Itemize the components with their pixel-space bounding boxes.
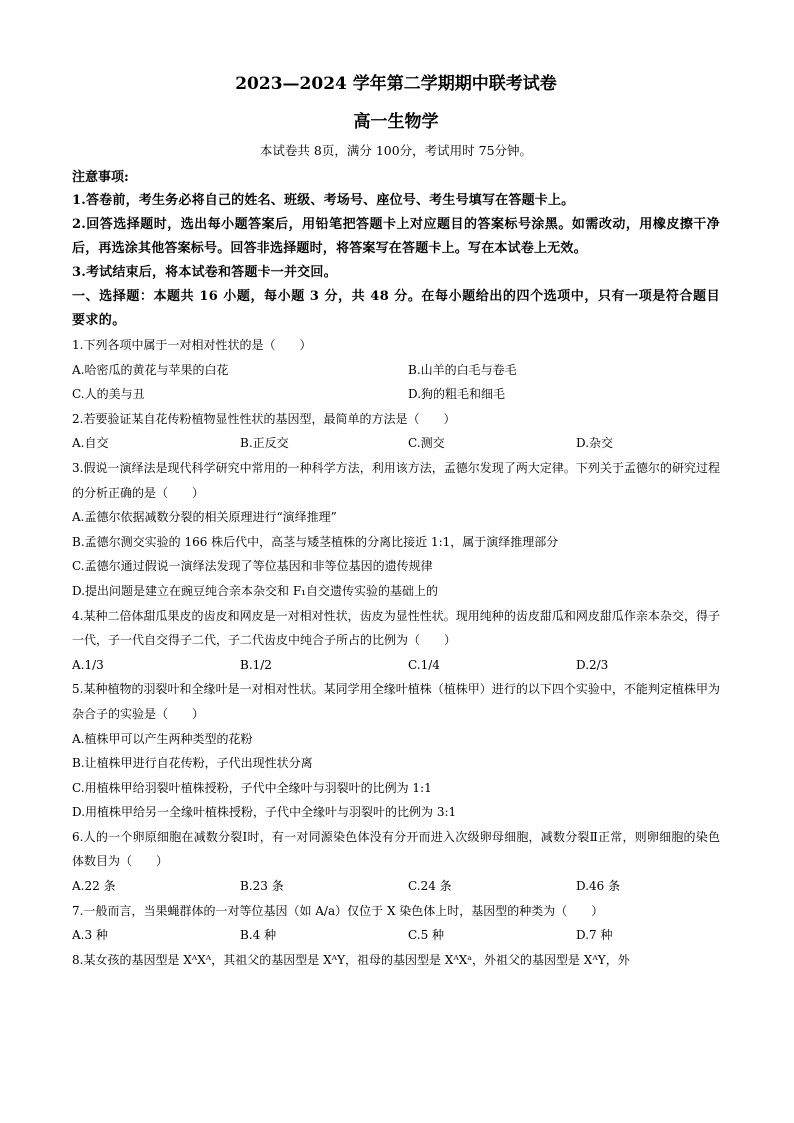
option-b: B.23 条: [240, 879, 284, 894]
option-c: C.5 种: [408, 928, 445, 943]
option-d: D.46 条: [576, 879, 621, 894]
option-d: D.7 种: [576, 928, 613, 943]
option-c: C.用植株甲给羽裂叶植株授粉，子代中全缘叶与羽裂叶的比例为 1:1: [72, 780, 432, 795]
notice-item-2: 2.回答选择题时，选出每小题答案后，用铅笔把答题卡上对应题目的答案标号涂黑。如需改动，用橡皮擦干净后，再选涂其他答案标号。回答非选择题时，将答案写在答题卡上。写在本试卷上无效。: [72, 217, 720, 256]
question-8-stem: 8.某女孩的基因型是 XᴬXᴬ，其祖父的基因型是 XᴬY，祖母的基因型是 XᴬXᵃ，外祖父的基因型是 XᴬY，外: [72, 952, 630, 967]
option-a: A.22 条: [72, 879, 116, 894]
option-c: C.孟德尔通过假说一演绎法发现了等位基因和非等位基因的遗传规律: [72, 559, 433, 574]
question-1-options-row-2: [72, 382, 720, 407]
option-b: B.1/2: [240, 657, 272, 672]
option-b: B.山羊的白毛与卷毛: [408, 362, 517, 377]
exam-title: 2023—2024 学年第二学期期中联考试卷: [235, 74, 557, 94]
option-d: D.杂交: [576, 436, 614, 451]
option-b: B.让植株甲进行自花传粉，子代出现性状分离: [72, 756, 313, 771]
exam-subject: 高一生物学: [353, 112, 439, 132]
question-7-options: [72, 923, 720, 948]
option-a: A.植株甲可以产生两种类型的花粉: [72, 731, 253, 746]
exam-page: [72, 66, 720, 972]
option-d: D.2/3: [576, 657, 609, 672]
question-2-stem: 2.若要验证某自花传粉植物显性性状的基因型，最简单的方法是（ ）: [72, 411, 456, 426]
question-6-stem: 6.人的一个卵原细胞在减数分裂Ⅰ时，有一对同源染色体没有分开而进入次级卵母细胞，减数分裂Ⅱ正常，则卵细胞的染色体数目为（ ）: [72, 829, 720, 869]
question-7-stem: 7.一般而言，当果蝇群体的一对等位基因（如 A/a）仅位于 X 染色体上时，基因型的种类为（ ）: [72, 903, 604, 918]
option-a: A.1/3: [72, 657, 104, 672]
option-a: A.哈密瓜的黄花与苹果的白花: [72, 362, 229, 377]
option-c: C.24 条: [408, 879, 452, 894]
option-b: B.孟德尔测交实验的 166 株后代中，高茎与矮茎植株的分离比接近 1:1，属于演绎推理部分: [72, 534, 559, 549]
question-1-options-row-1: [72, 358, 720, 383]
option-c: C.1/4: [408, 657, 440, 672]
notice-item-1: 1.答卷前，考生务必将自己的姓名、班级、考场号、座位号、考生号填写在答题卡上。: [72, 193, 575, 208]
section-heading: 一、选择题：本题共 16 小题，每小题 3 分，共 48 分。在每小题给出的四个选项中，只有一项是符合题目要求的。: [72, 289, 720, 328]
option-b: B.正反交: [240, 436, 289, 451]
question-5-stem: 5.某种植物的羽裂叶和全缘叶是一对相对性状。某同学用全缘叶植株（植株甲）进行的以下四个实验中，不能判定植株甲为杂合子的实验是（ ）: [72, 682, 720, 721]
question-6-options: [72, 874, 720, 899]
option-a: A.自交: [72, 436, 109, 451]
option-b: B.4 种: [240, 928, 277, 943]
exam-info: 本试卷共 8页，满分 100分，考试用时 75分钟。: [259, 143, 533, 158]
question-2-options: [72, 431, 720, 456]
question-4-options: [72, 653, 720, 678]
question-3-stem: 3.假说一演绎法是现代科学研究中常用的一种科学方法，利用该方法，孟德尔发现了两大定律。下列关于孟德尔的研究过程的分析正确的是（ ）: [72, 460, 720, 500]
option-a: A.3 种: [72, 928, 108, 943]
notice-item-3: 3.考试结束后，将本试卷和答题卡一并交回。: [72, 265, 337, 280]
option-d: D.狗的粗毛和细毛: [408, 387, 506, 402]
question-1-stem: 1.下列各项中属于一对相对性状的是（ ）: [72, 338, 312, 352]
option-c: C.人的美与丑: [72, 387, 145, 402]
option-d: D.提出问题是建立在豌豆纯合亲本杂交和 F₁自交遗传实验的基础上的: [72, 583, 438, 598]
option-a: A.孟德尔依据减数分裂的相关原理进行“演绎推理”: [72, 510, 337, 525]
notice-heading: 注意事项:: [72, 170, 129, 185]
question-4-stem: 4.某种二倍体甜瓜果皮的齿皮和网皮是一对相对性状，齿皮为显性性状。现用纯种的齿皮甜瓜和网皮甜瓜作亲本杂交，得子一代，子一代自交得子二代，子二代齿皮中纯合子所占的比例为（ ）: [72, 608, 720, 648]
option-c: C.测交: [408, 436, 445, 451]
option-d: D.用植株甲给另一全缘叶植株授粉，子代中全缘叶与羽裂叶的比例为 3:1: [72, 805, 457, 820]
